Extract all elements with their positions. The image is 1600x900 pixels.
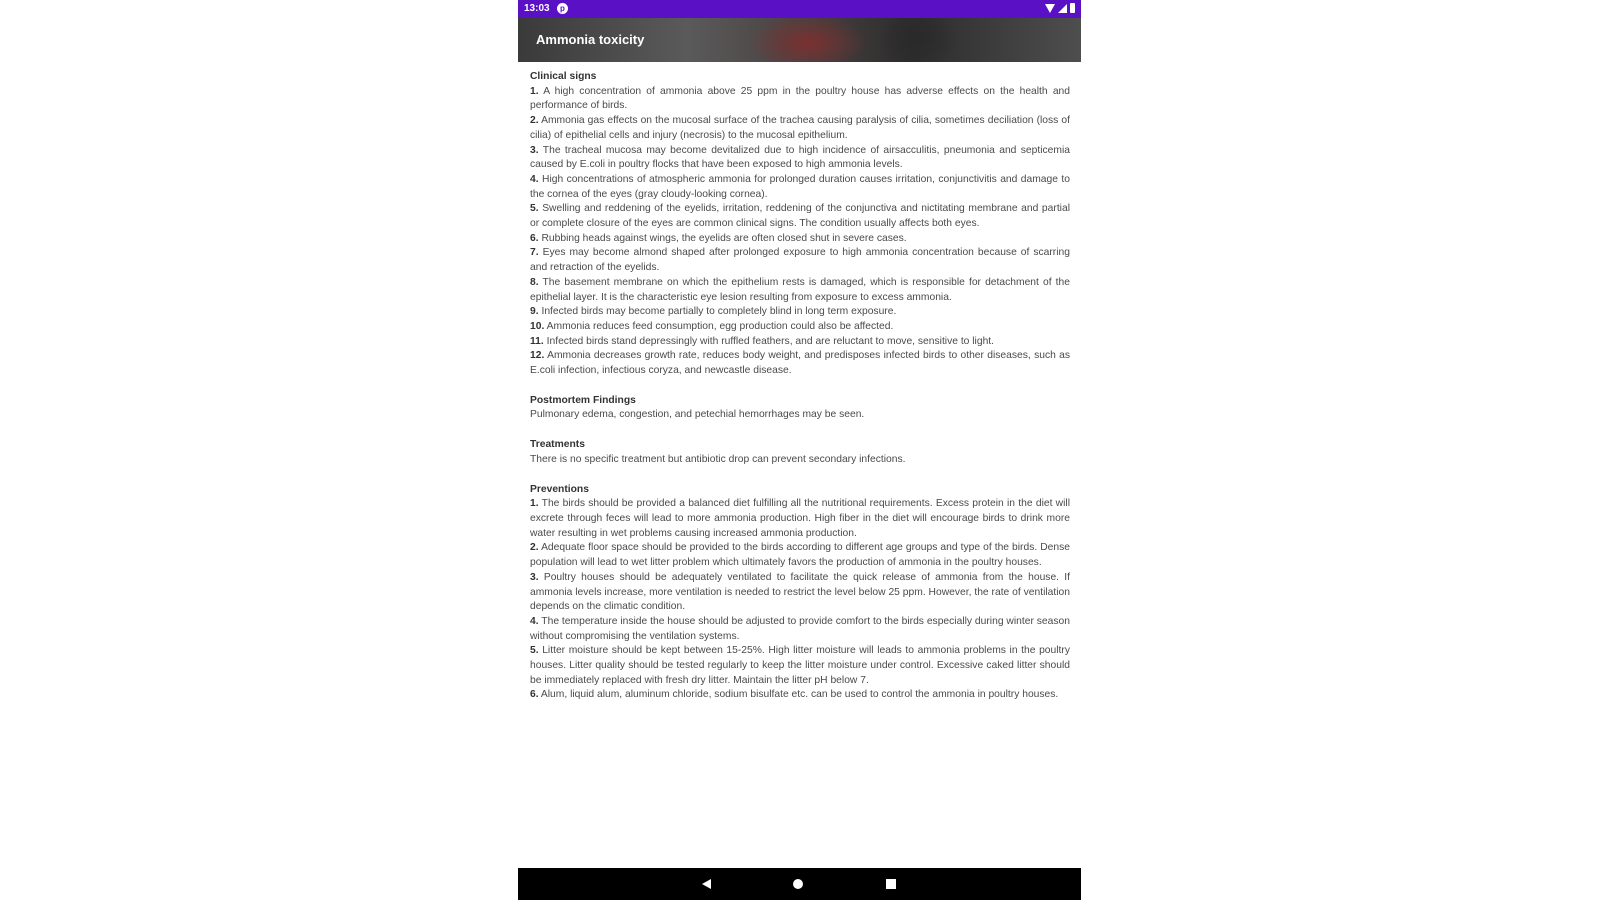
list-item-text: Alum, liquid alum, aluminum chloride, sodium bisulfate etc. can be used to control the ammonia in poultry houses. <box>540 689 1059 701</box>
list-item-text: A high concentration of ammonia above 25 ppm in the poultry house has adverse effects on the health and performance of birds. <box>530 85 1070 112</box>
phone-screen <box>518 0 1081 900</box>
list-item-number: 6. <box>530 232 539 244</box>
list-item <box>530 615 1070 644</box>
list-item <box>530 541 1070 570</box>
list-item <box>530 644 1070 688</box>
list-item <box>530 173 1070 202</box>
recents-square-icon[interactable] <box>886 879 896 889</box>
list-item-number: 11. <box>530 335 544 347</box>
section-gap <box>530 468 1070 483</box>
list-item-number: 2. <box>530 542 539 554</box>
section-gap <box>530 379 1070 394</box>
list-item <box>530 349 1070 378</box>
list-item-text: The tracheal mucosa may become devitalized due to high incidence of airsacculitis, pneumonia and septicemia caused by E.coli in poultry flocks that have been exposed to high ammonia levels. <box>530 144 1070 171</box>
list-item-number: 1. <box>530 498 539 510</box>
list-item-number: 3. <box>530 571 539 583</box>
signal-icon <box>1058 4 1067 13</box>
section-title: Treatments <box>530 439 585 451</box>
article-content[interactable] <box>530 70 1070 703</box>
list-item-text: Poultry houses should be adequately ventilated to facilitate the quick release of ammonia from the house. If ammonia levels increase, more ventilation is needed to restrict the level below 25 ppm. However, the rate of ventilation depends on the climatic condition. <box>530 571 1070 613</box>
list-item <box>530 688 1070 703</box>
list-item <box>530 85 1070 114</box>
list-item <box>530 305 1070 320</box>
list-item-number: 7. <box>530 247 539 259</box>
list-item-text: Ammonia decreases growth rate, reduces body weight, and predisposes infected birds to other diseases, such as E.coli infection, infectious coryza, and newcastle disease. <box>530 350 1071 377</box>
list-item-number: 12. <box>530 350 545 362</box>
page-title: Ammonia toxicity <box>536 32 645 47</box>
list-item <box>530 335 1070 350</box>
section-title: Clinical signs <box>530 71 597 82</box>
header-image <box>748 18 868 62</box>
list-item-text: Eyes may become almond shaped after prolonged exposure to high ammonia concentration because of scarring and retraction of the eyelids. <box>530 247 1070 274</box>
status-icons <box>1045 3 1075 13</box>
list-item-text: The basement membrane on which the epithelium rests is damaged, which is responsible for detachment of the epithelial layer. It is the characteristic eye lesion resulting from exposure to excess ammonia. <box>530 276 1070 303</box>
list-item-text: Infected birds may become partially to completely blind in long term exposure. <box>541 306 897 318</box>
list-item-number: 3. <box>530 144 539 156</box>
list-item <box>530 246 1070 275</box>
section-title: Postmortem Findings <box>530 394 636 406</box>
list-item-text: Litter moisture should be kept between 15-25%. High litter moisture will leads to ammonia problems in the poultry houses. Litter quality should be tested regularly to keep the litter moisture under control. Excessive caked litter should be immediately replaced with fresh dry litter. Maintain the litter pH below 7. <box>530 645 1070 686</box>
list-item <box>530 497 1070 541</box>
list-item-number: 10. <box>530 320 545 332</box>
list-item-text: Rubbing heads against wings, the eyelids are often closed shut in severe cases. <box>541 232 907 244</box>
list-item-text: The birds should be provided a balanced diet fulfilling all the nutritional requirements. Excess protein in the diet will excrete through feces will lead to more ammonia production. High fiber in the diet will encourage birds to drink more water resulting in wet problems causing increased ammonia production. <box>530 498 1070 539</box>
app-bar <box>518 18 1081 62</box>
app-notification-icon: p <box>557 3 568 14</box>
list-item <box>530 202 1070 231</box>
list-item <box>530 276 1070 305</box>
list-item-number: 2. <box>530 115 539 127</box>
list-item-text: Adequate floor space should be provided to the birds according to different age groups and type of the birds. Dense population will lead to wet litter problem which ultimately favors the production of ammonia in the poultry houses. <box>530 542 1071 569</box>
battery-icon <box>1070 3 1075 13</box>
list-item-number: 9. <box>530 306 539 318</box>
list-item-text: Ammonia gas effects on the mucosal surface of the trachea causing paralysis of cilia, sometimes deciliation (loss of cilia) of epithelial cells and injury (necrosis) to the mucosal epithelium. <box>530 115 1071 141</box>
list-item-number: 4. <box>530 615 539 627</box>
list-item-text: Ammonia reduces feed consumption, egg production could also be affected. <box>546 320 894 332</box>
list-item <box>530 232 1070 247</box>
list-item <box>530 144 1070 173</box>
list-item-number: 4. <box>530 173 539 185</box>
back-triangle-icon[interactable] <box>702 879 711 889</box>
status-bar <box>518 0 1081 18</box>
section-body: There is no specific treatment but antibiotic drop can prevent secondary infections. <box>530 453 906 465</box>
section-title: Preventions <box>530 483 589 495</box>
list-item-number: 6. <box>530 689 539 701</box>
home-circle-icon[interactable] <box>793 879 803 889</box>
status-time: 13:03 <box>524 3 550 14</box>
navigation-bar <box>518 868 1081 900</box>
list-item <box>530 320 1070 335</box>
list-item-number: 8. <box>530 276 539 288</box>
list-item-number: 1. <box>530 85 539 97</box>
list-item-number: 5. <box>530 645 539 657</box>
section-gap <box>530 423 1070 438</box>
list-item-text: Swelling and reddening of the eyelids, irritation, reddening of the conjunctiva and nictitating membrane and partial or complete closure of the eyes are common clinical signs. The condition usually affects both eyes. <box>530 203 1070 230</box>
list-item-text: The temperature inside the house should be adjusted to provide comfort to the birds especially during winter season without compromising the ventilation systems. <box>530 615 1070 642</box>
list-item-text: High concentrations of atmospheric ammonia for prolonged duration causes irritation, conjunctivitis and damage to the cornea of the eyes (gray cloudy-looking cornea). <box>530 173 1070 200</box>
list-item-number: 5. <box>530 203 539 215</box>
list-item-text: Infected birds stand depressingly with ruffled feathers, and are reluctant to move, sensitive to light. <box>546 335 995 347</box>
list-item <box>530 571 1070 615</box>
header-image-shade <box>878 18 958 62</box>
section-body: Pulmonary edema, congestion, and petechial hemorrhages may be seen. <box>530 409 865 421</box>
list-item <box>530 114 1070 143</box>
wifi-icon <box>1045 4 1055 13</box>
